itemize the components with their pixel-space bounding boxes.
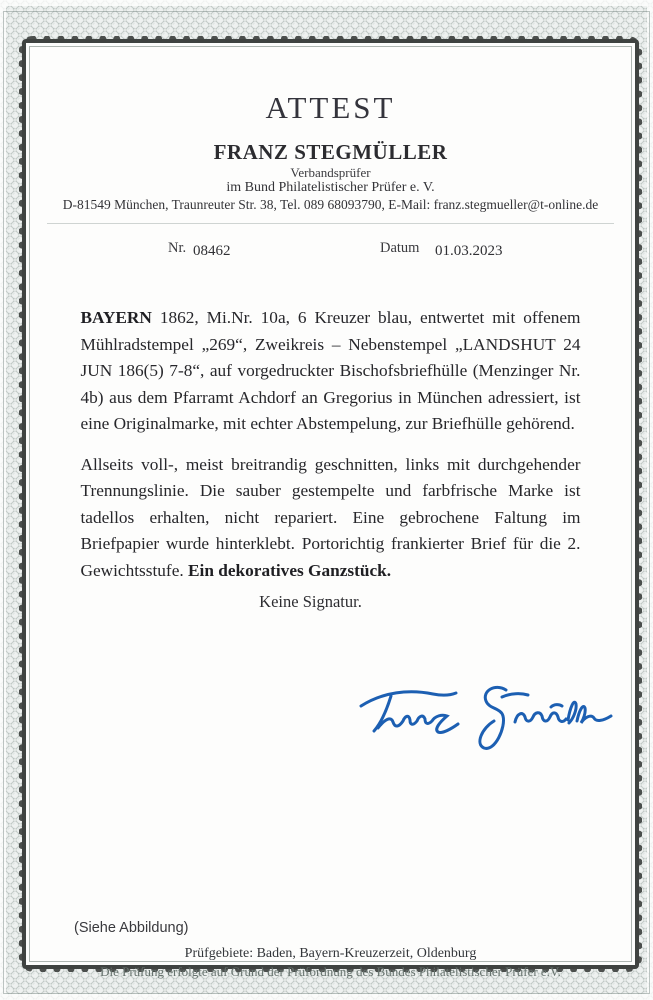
header-divider [47,223,614,224]
certificate-number-label: Nr. [168,240,187,256]
page-title: ATTEST [265,90,396,125]
examiner-name: FRANZ STEGMÜLLER [213,140,448,164]
condition-bold-end: Ein dekoratives Ganzstück. [188,560,392,580]
description-text: 1862, Mi.Nr. 10a, 6 Kreuzer blau, entwertet mit offenem Mühlradstempel „269“, Zweikreis – Nebenstempel „LANDSHUT 24 JUN 186(5) 7-8“, auf vorgedruckter Bischofsbriefhülle (Menzinger Nr. 4b) aus dem Pfarramt Achdorf an Gregorius in München adressiert, ist eine Originalmarke, mit echter Abstempelung, zur Briefhülle gehörend. [80,308,581,433]
certificate-body [81,305,581,584]
examiner-association: im Bund Philatelistischer Prüfer e. V. [226,180,435,195]
see-image-note: (Siehe Abbildung) [74,920,189,936]
examination-legal-note: Die Prüfung erfolgte auf Grund der Prüfordnung des Bundes Philatelistischer Prüfer e.V. [100,964,561,979]
certificate-panel [26,43,635,979]
certificate-date-label: Datum [380,240,420,256]
signature-scribble [355,681,613,755]
examination-areas: Prüfgebiete: Baden, Bayern-Kreuzerzeit, Oldenburg [184,946,477,961]
condition-text: Allseits voll-, meist breitrandig geschnitten, links mit durchgehender Trennungslinie. Die sauber gestempelte und farbfrische Marke ist tadellos erhalten, nicht repariert. Eine gebrochene Faltung im Briefpapier wurde hinterklebt. Portorichtig frankierter Brief für die 2. Gewichtsstufe. [80,454,581,580]
examiner-address: D-81549 München, Traunreuter Str. 38, Tel. 089 68093790, E-Mail: franz.stegmueller@t-online.de [62,197,599,212]
condition-paragraph [81,452,581,585]
description-lead: BAYERN [80,308,152,327]
decorative-border-frame [22,39,639,979]
certificate-date-value: 01.03.2023 [435,243,503,259]
examiner-role: Verbandsprüfer [290,165,371,180]
certificate-meta-row [30,240,631,260]
no-signature-note: Keine Signatur. [259,592,362,611]
certificate-number-value: 08462 [193,243,231,259]
description-paragraph [81,305,581,438]
